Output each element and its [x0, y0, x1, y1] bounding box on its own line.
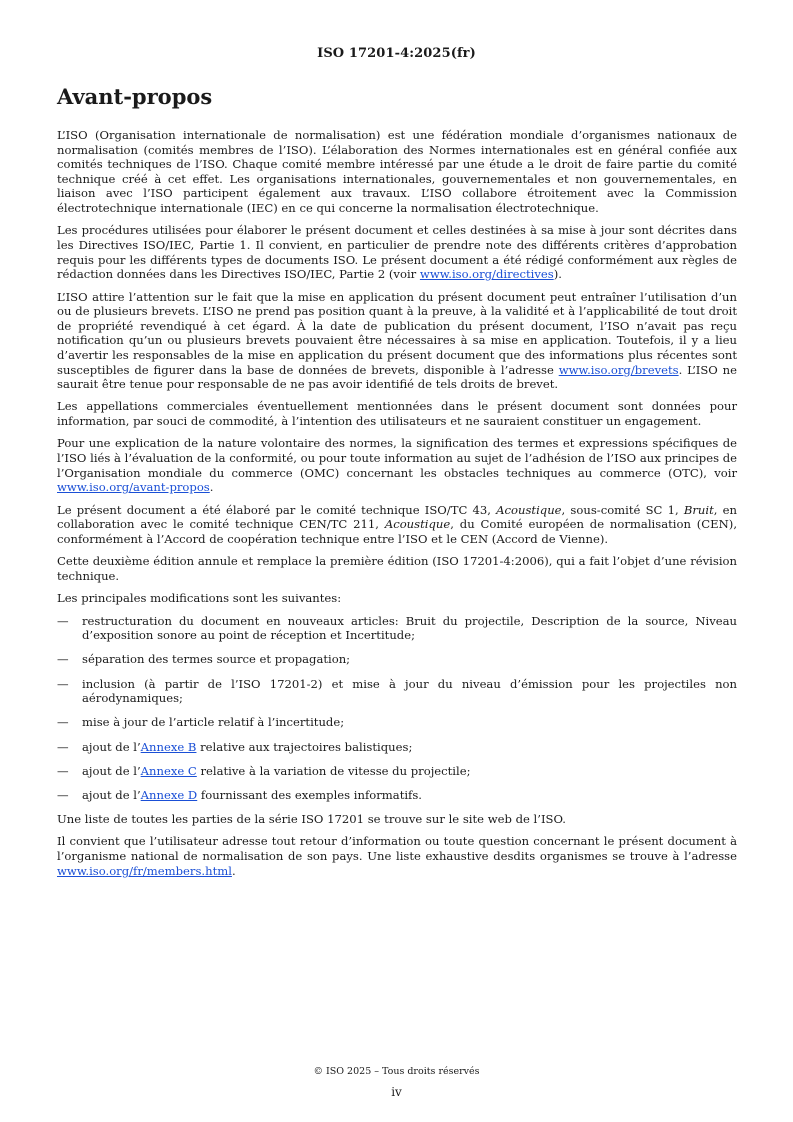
foreword-body: [57, 128, 737, 886]
list-dash: —: [57, 652, 69, 667]
paragraph-voluntary-nature: Pour une explication de la nature volontaire des normes, la signification des termes et expressions spécifiques de l’ISO liés à l’évaluation de la conformité, ou pour toute information au sujet de l’adhésion de l’ISO aux principes de l’Organisation mondiale du commerce (OMC) concernant les obstacles techniques au commerce (OTC), voir www.iso.org/avant-propos.: [57, 436, 737, 495]
list-item: — mise à jour de l’article relatif à l’incertitude;: [57, 715, 345, 730]
list-dash: —: [57, 787, 69, 802]
directives-link[interactable]: www.iso.org/directives: [419, 267, 554, 282]
paragraph-changes-intro: Les principales modifications sont les suivantes:: [57, 591, 342, 606]
list-item: — inclusion (à partir de l’ISO 17201-2) et mise à jour du niveau d’émission pour les projectiles non aérodynamiques;: [57, 676, 737, 706]
list-dash: —: [57, 763, 69, 778]
annex-b-link[interactable]: Annexe B: [140, 739, 197, 754]
patents-link[interactable]: www.iso.org/brevets: [558, 362, 679, 377]
list-item: — ajout de l’Annexe B relative aux trajectoires balistiques;: [57, 739, 413, 754]
copyright-notice: © ISO 2025 – Tous droits réservés: [313, 1066, 480, 1077]
paragraph-edition: Cette deuxième édition annule et remplace la première édition (ISO 17201-4:2006), qui a fait l’objet d’une révision technique.: [57, 554, 737, 583]
paragraph-committee: Le présent document a été élaboré par le comité technique ISO/TC 43, Acoustique, sous-comité SC 1, Bruit, en collaboration avec le comité technique CEN/TC 211, Acoustique, du Comité européen de normalisation (CEN), conformément à l’Accord de coopération technique entre l’ISO et le CEN (Accord de Vienne).: [57, 502, 737, 546]
list-dash: —: [57, 715, 69, 730]
list-item: — ajout de l’Annexe D fournissant des exemples informatifs.: [57, 787, 422, 802]
page-number: iv: [391, 1085, 402, 1099]
list-dash: —: [57, 676, 69, 691]
list-dash: —: [57, 739, 69, 754]
paragraph-iso-intro: L’ISO (Organisation internationale de normalisation) est une fédération mondiale d’organismes nationaux de normalisation (comités membres de l’ISO). L’élaboration des Normes internationales est en général confiée aux comités techniques de l’ISO. Chaque comité membre intéressé par une étude a le droit de faire partie du comité technique créé à cet effet. Les organisations internationales, gouvernementales et non gouvernementales, en liaison avec l’ISO participent également aux travaux. L’ISO collabore étroitement avec la Commission électrotechnique internationale (IEC) en ce qui concerne la normalisation électrotechnique.: [57, 128, 737, 215]
list-item: — séparation des termes source et propagation;: [57, 652, 351, 667]
page-title: Avant-propos: [57, 84, 213, 109]
document-identifier: ISO 17201-4:2025(fr): [317, 46, 476, 61]
list-item: — restructuration du document en nouveaux articles: Bruit du projectile, Description de la source, Niveau d’exposition sonore au point de réception et Incertitude;: [57, 613, 737, 643]
list-dash: —: [57, 613, 69, 628]
annex-d-link[interactable]: Annexe D: [140, 787, 198, 802]
list-item: — ajout de l’Annexe C relative à la variation de vitesse du projectile;: [57, 763, 471, 778]
paragraph-series-parts: Une liste de toutes les parties de la série ISO 17201 se trouve sur le site web de l’ISO.: [57, 812, 566, 827]
foreword-link[interactable]: www.iso.org/avant-propos: [57, 480, 210, 495]
paragraph-patents: L’ISO attire l’attention sur le fait que la mise en application du présent document peut entraîner l’utilisation d’un ou de plusieurs brevets. L’ISO ne prend pas position quant à la preuve, à la validité et à l’applicabilité de tout droit de propriété revendiqué à cet égard. À la date de publication du présent document, l’ISO n’avait pas reçu notification qu’un ou plusieurs brevets pouvaient être nécessaires à sa mise en application. Toutefois, il y a lieu d’avertir les responsables de la mise en application du présent document que des informations plus récentes sont susceptibles de figurer dans la base de données de brevets, disponible à l’adresse www.iso.org/brevets. L’ISO ne saurait être tenue pour responsable de ne pas avoir identifié de tels droits de brevet.: [57, 289, 737, 392]
members-link[interactable]: www.iso.org/fr/members.html: [57, 863, 232, 878]
paragraph-procedures: Les procédures utilisées pour élaborer le présent document et celles destinées à sa mise à jour sont décrites dans les Directives ISO/IEC, Partie 1. Il convient, en particulier de prendre note des différents critères d’approbation requis pour les différents types de documents ISO. Le présent document a été rédigé conformément aux règles de rédaction données dans les Directives ISO/IEC, Partie 2 (voir www.iso.org/directives).: [57, 223, 737, 282]
paragraph-trade-names: Les appellations commerciales éventuellement mentionnées dans le présent document sont données pour information, par souci de commodité, à l’intention des utilisateurs et ne sauraient constituer un engagement.: [57, 399, 737, 429]
paragraph-feedback: Il convient que l’utilisateur adresse tout retour d’information ou toute question concernant le présent document à l’organisme national de normalisation de son pays. Une liste exhaustive desdits organismes se trouve à l’adresse www.iso.org/fr/members.html.: [57, 834, 737, 878]
annex-c-link[interactable]: Annexe C: [140, 763, 197, 778]
changes-list: [57, 614, 737, 803]
